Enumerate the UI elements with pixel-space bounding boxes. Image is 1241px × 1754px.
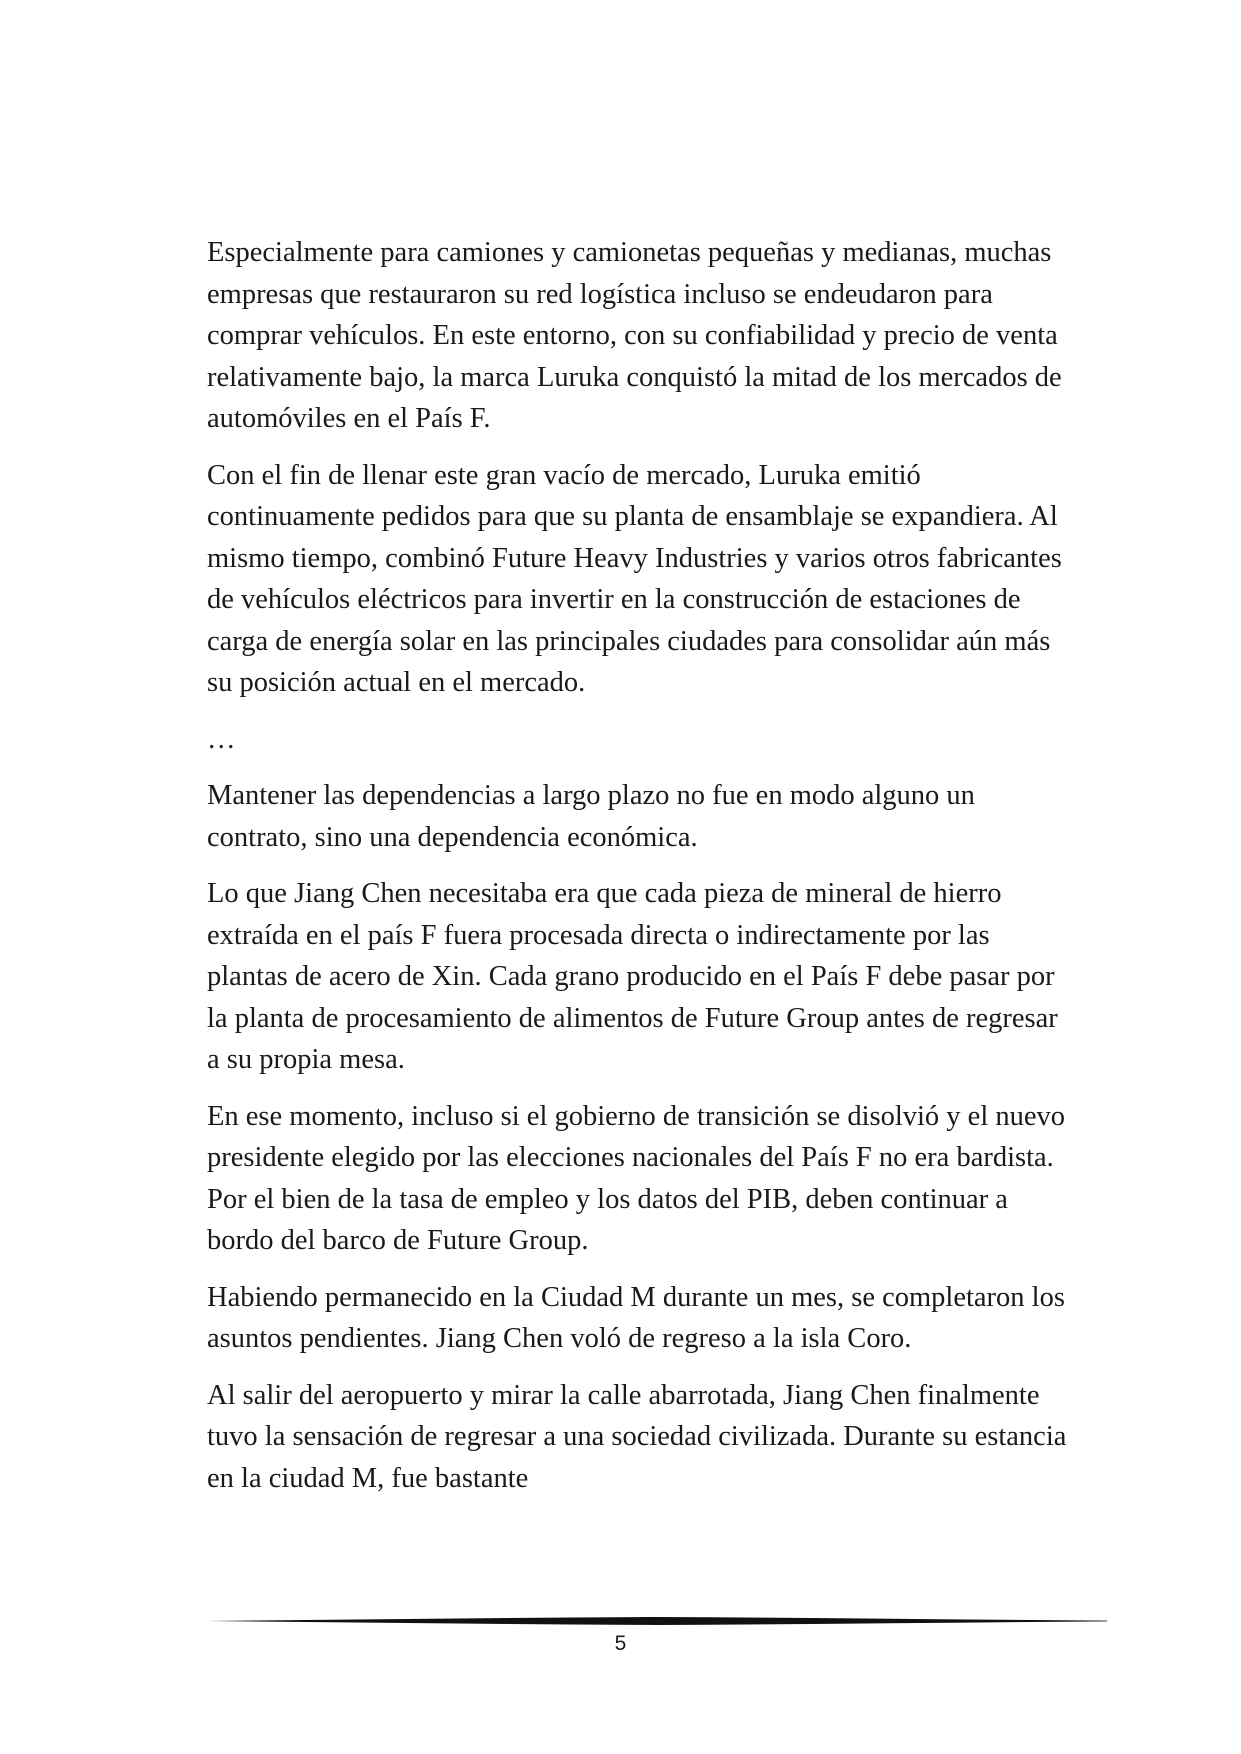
footer-divider bbox=[207, 1614, 1107, 1628]
body-text bbox=[207, 232, 1077, 1514]
ellipsis-paragraph: … bbox=[207, 723, 236, 755]
paragraph: En ese momento, incluso si el gobierno de transición se disolvió y el nuevo presidente elegido por las elecciones nacionales del País F no era bardista. Por el bien de la tasa de empleo y los datos del PIB, deben continuar a bordo del barco de Future Group. bbox=[207, 1100, 1066, 1256]
page-number: 5 bbox=[614, 1632, 627, 1655]
paragraph: Al salir del aeropuerto y mirar la calle abarrotada, Jiang Chen finalmente tuvo la sensación de regresar a una sociedad civilizada. Durante su estancia en la ciudad M, fue bastante bbox=[207, 1379, 1067, 1494]
paragraph: Especialmente para camiones y camionetas pequeñas y medianas, muchas empresas que restauraron su red logística incluso se endeudaron para comprar vehículos. En este entorno, con su confiabilidad y precio de venta relativamente bajo, la marca Luruka conquistó la mitad de los mercados de automóviles en el País F. bbox=[207, 237, 1062, 434]
paragraph: Lo que Jiang Chen necesitaba era que cada pieza de mineral de hierro extraída en el país F fuera procesada directa o indirectamente por las plantas de acero de Xin. Cada grano producido en el País F debe pasar por la planta de procesamiento de alimentos de Future Group antes de regresar a su propia mesa. bbox=[207, 878, 1058, 1075]
paragraph: Con el fin de llenar este gran vacío de mercado, Luruka emitió continuamente pedidos para que su planta de ensamblaje se expandiera. Al mismo tiempo, combinó Future Heavy Industries y varios otros fabricantes de vehículos eléctricos para invertir en la construcción de estaciones de carga de energía solar en las principales ciudades para consolidar aún más su posición actual en el mercado. bbox=[207, 459, 1062, 698]
paragraph: Mantener las dependencias a largo plazo no fue en modo alguno un contrato, sino una dependencia económica. bbox=[207, 780, 975, 853]
paragraph: Habiendo permanecido en la Ciudad M durante un mes, se completaron los asuntos pendientes. Jiang Chen voló de regreso a la isla Coro. bbox=[207, 1281, 1065, 1354]
